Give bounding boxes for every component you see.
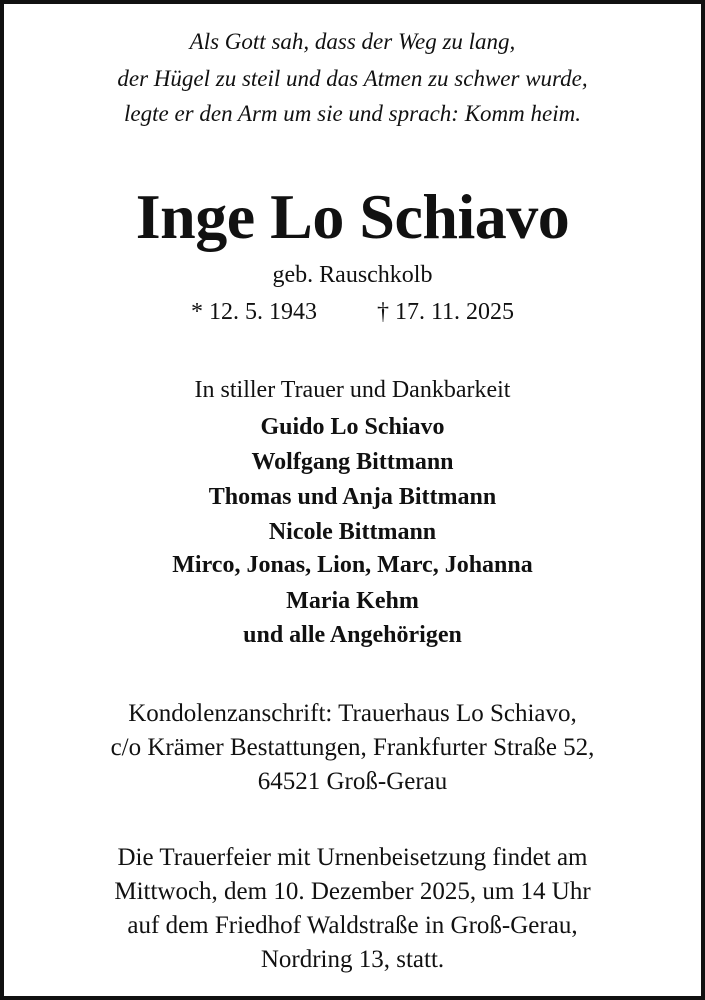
mourner-name: Mirco, Jonas, Lion, Marc, Johanna [172, 552, 533, 578]
condolence-address: Kondolenzanschrift: Trauerhaus Lo Schiavo, [128, 700, 577, 727]
birth-name: geb. Rauschkolb [272, 262, 433, 288]
mourner-name: Guido Lo Schiavo [260, 414, 445, 440]
mourners-intro: In stiller Trauer und Dankbarkeit [194, 377, 511, 403]
birth-date: * 12. 5. 1943 [190, 299, 317, 325]
poem-line: legte er den Arm um sie und sprach: Komm heim. [124, 101, 581, 126]
condolence-address: c/o Krämer Bestattungen, Frankfurter Straße 52, [110, 734, 595, 761]
mourner-name: Nicole Bittmann [268, 519, 437, 545]
mourner-name: Thomas und Anja Bittmann [208, 484, 497, 510]
mourner-name: und alle Angehörigen [243, 622, 462, 648]
death-date: † 17. 11. 2025 [376, 299, 515, 325]
mourner-name: Maria Kehm [286, 588, 419, 614]
mourner-name: Wolfgang Bittmann [251, 449, 454, 475]
deceased-name: Inge Lo Schiavo [135, 181, 570, 252]
ceremony-info: auf dem Friedhof Waldstraße in Groß-Gerau, [127, 912, 578, 939]
ceremony-info: Die Trauerfeier mit Urnenbeisetzung findet am [117, 844, 588, 871]
poem-line: Als Gott sah, dass der Weg zu lang, [189, 29, 516, 54]
life-dates [4, 298, 701, 326]
condolence-address: 64521 Groß-Gerau [257, 768, 448, 795]
poem-line: der Hügel zu steil und das Atmen zu schwer wurde, [117, 66, 588, 91]
ceremony-info: Nordring 13, statt. [260, 946, 445, 973]
ceremony-info: Mittwoch, dem 10. Dezember 2025, um 14 Uhr [114, 878, 591, 905]
